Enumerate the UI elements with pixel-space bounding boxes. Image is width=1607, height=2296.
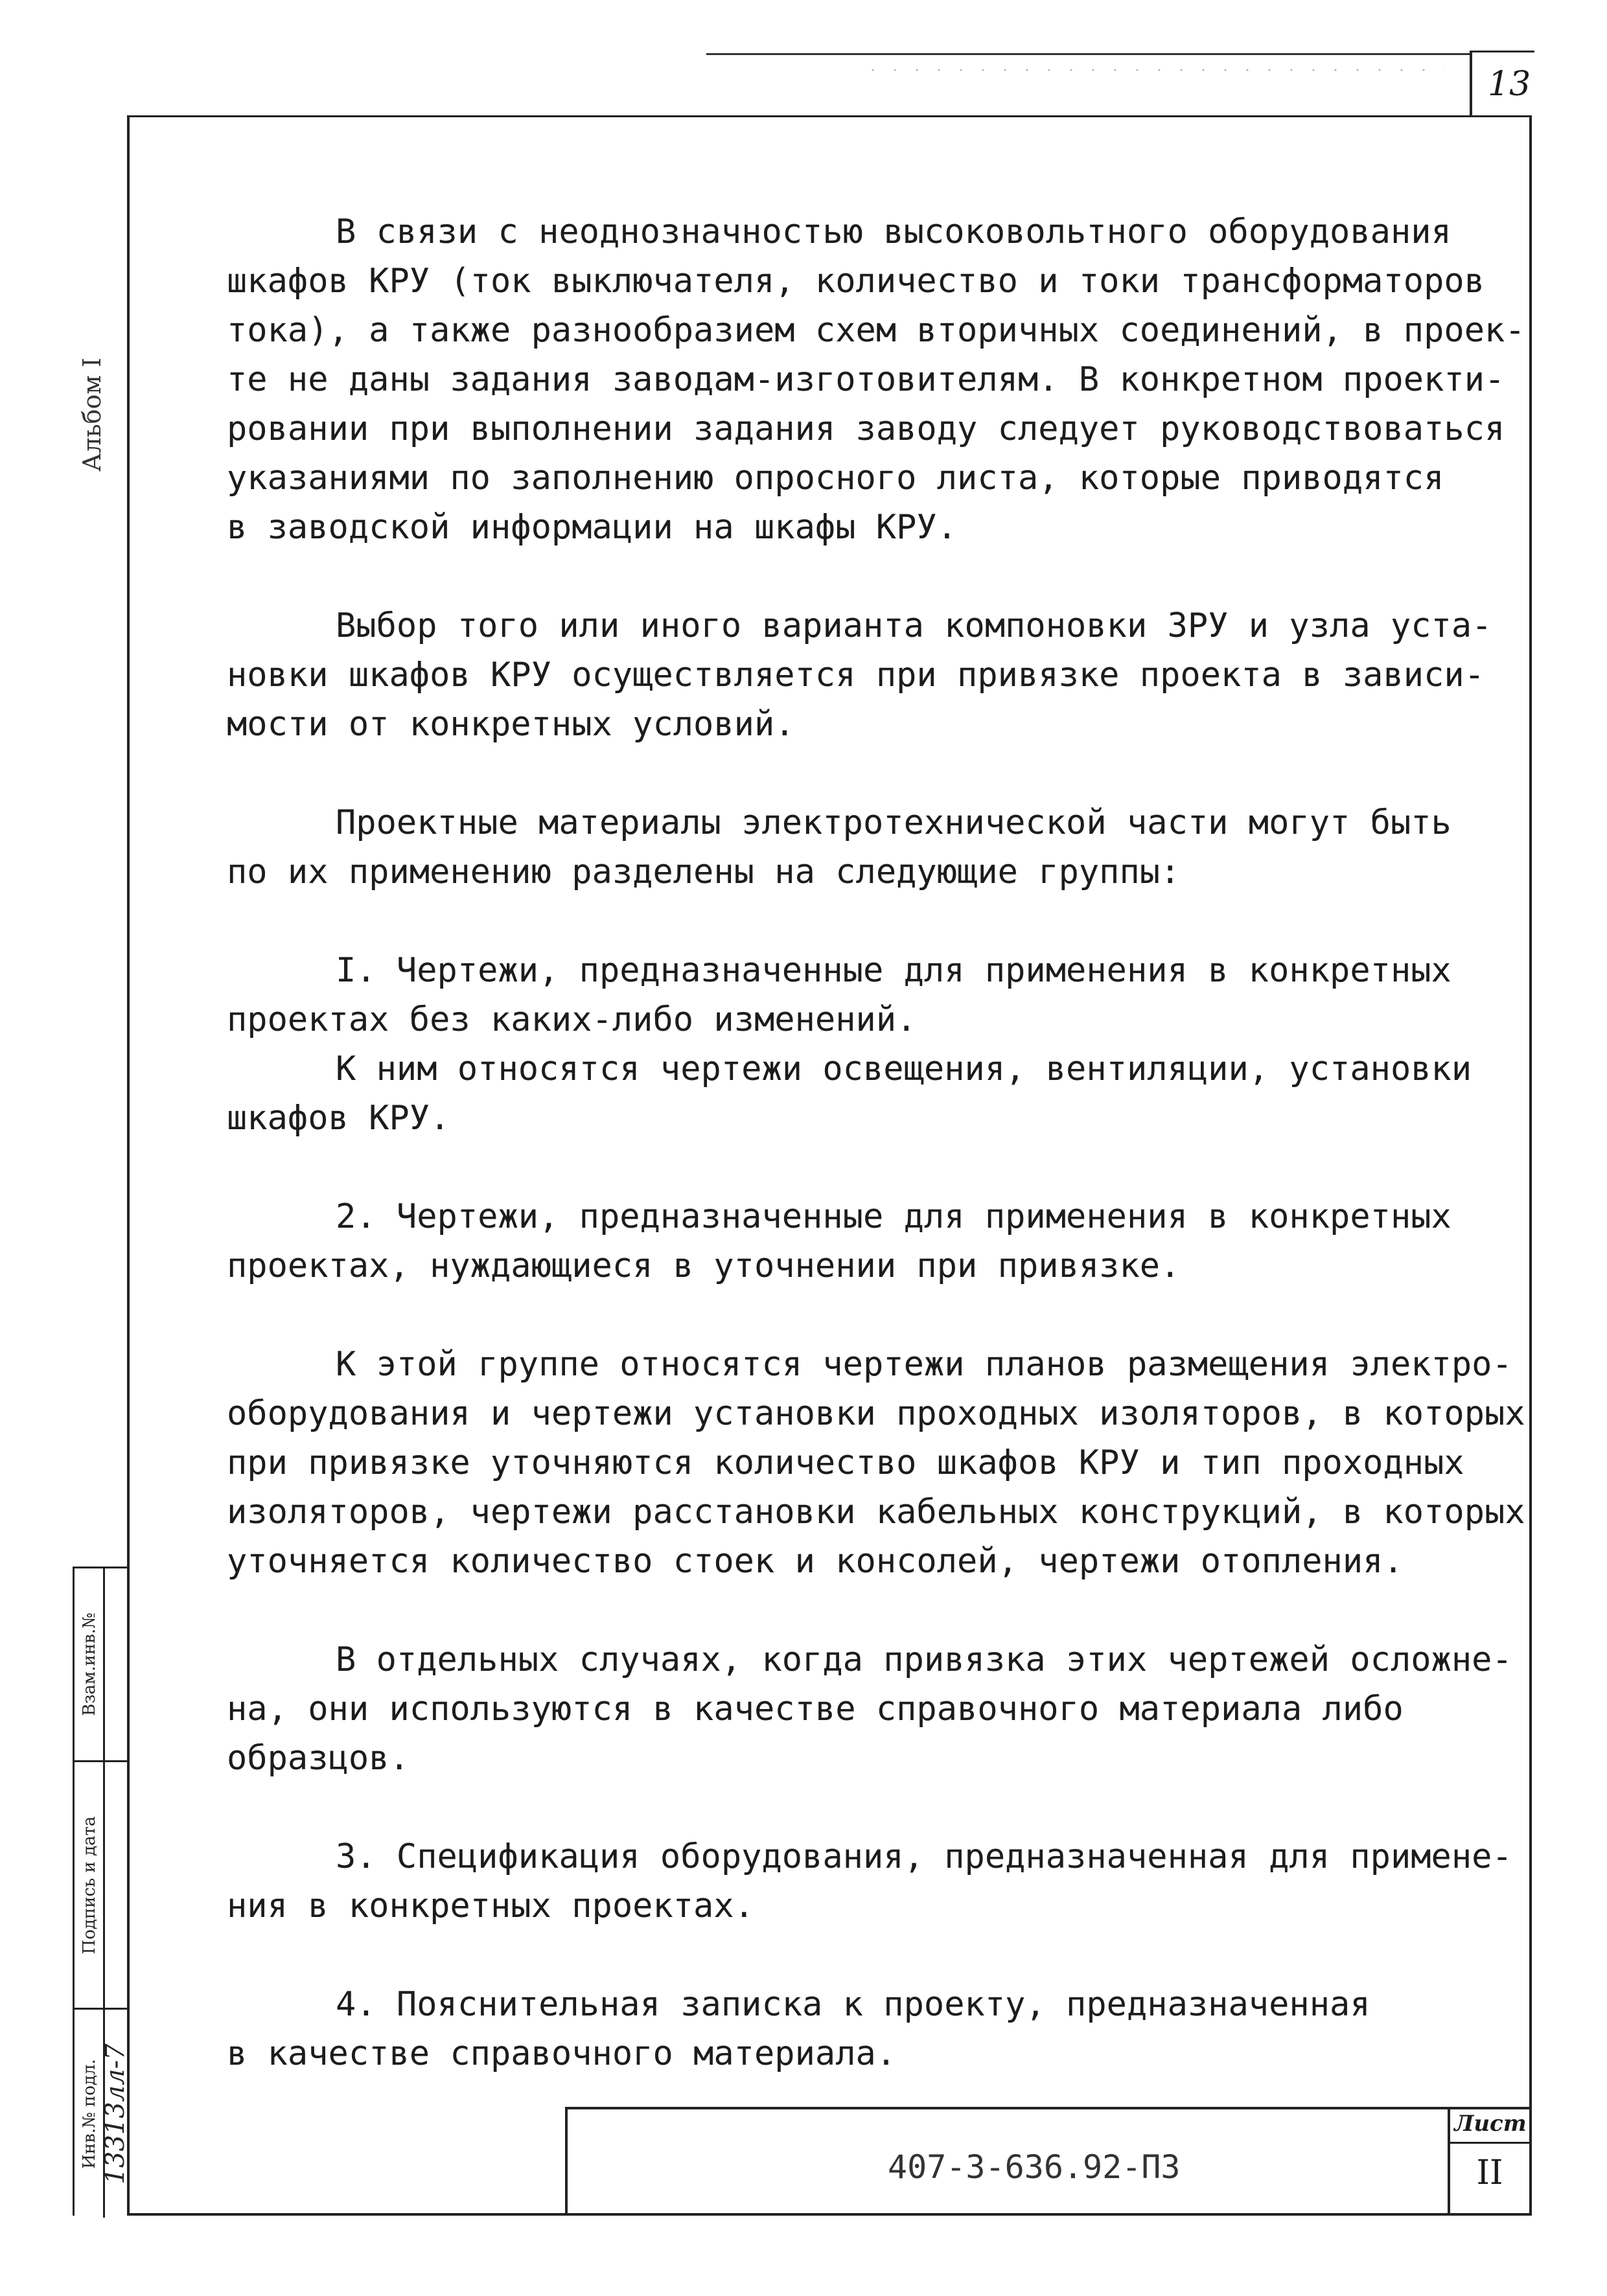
text-line: в качестве справочного материала. <box>227 2034 897 2073</box>
scan-noise <box>862 62 1445 78</box>
text-line: образцов. <box>227 1739 410 1778</box>
page-number: 13 <box>1488 65 1531 104</box>
text-line: 2. Чертежи, предназначенные для применения в конкретных <box>336 1197 1451 1236</box>
text-line: мости от конкретных условий. <box>227 705 795 744</box>
text-line: ровании при выполнении задания заводу следует руководствоваться <box>227 409 1505 448</box>
paragraph-9 <box>227 1980 1510 2078</box>
text-line: В отдельных случаях, когда привязка этих чертежей осложне- <box>336 1640 1512 1679</box>
side-label-inventory: Инв.№ подл. <box>80 2058 99 2169</box>
text-line: проектах, нуждающиеся в уточнении при привязке. <box>227 1246 1181 1285</box>
side-inventory-number: 13313лл-7 <box>100 2043 130 2185</box>
paragraph-3 <box>227 798 1510 897</box>
side-cell-inventory <box>75 2008 130 2218</box>
paragraph-7 <box>227 1635 1510 1783</box>
text-line: Проектные материалы электротехнической части могут быть <box>336 803 1451 842</box>
text-line: оборудования и чертежи установки проходных изоляторов, в которых <box>227 1394 1525 1433</box>
text-line: на, они используются в качестве справочного материала либо <box>227 1690 1404 1728</box>
text-line: К этой группе относятся чертежи планов размещения электро- <box>336 1345 1512 1384</box>
text-line: новки шкафов КРУ осуществляется при привязке проекта в зависи- <box>227 656 1485 695</box>
document-code: 407-3-636.92-ПЗ <box>888 2148 1181 2186</box>
text-line: по их применению разделены на следующие группы: <box>227 853 1181 891</box>
album-label: Альбом I <box>78 358 106 472</box>
side-cell-replacement <box>75 1568 127 1760</box>
paragraph-2 <box>227 601 1510 749</box>
paragraph-5 <box>227 1192 1510 1291</box>
text-line: ния в конкретных проектах. <box>227 1887 754 1925</box>
text-line: тока), а также разнообразием схем вторичных соединений, в проек- <box>227 311 1525 350</box>
side-cell-signature <box>75 1760 127 2008</box>
sheet-divider <box>1448 2142 1532 2144</box>
paragraph-8 <box>227 1832 1510 1931</box>
paragraph-4 <box>227 946 1510 1143</box>
text-line: указаниями по заполнению опросного листа, которые приводятся <box>227 459 1444 498</box>
body-text <box>227 207 1525 2078</box>
text-line: шкафов КРУ (ток выключателя, количество и токи трансформаторов <box>227 262 1485 301</box>
text-line: Выбор того или иного варианта компоновки ЗРУ и узла уста- <box>336 606 1492 645</box>
text-line: при привязке уточняются количество шкафов КРУ и тип проходных <box>227 1443 1464 1482</box>
side-label-signature: Подпись и дата <box>80 1816 99 1954</box>
paragraph-1 <box>227 207 1525 552</box>
top-rule <box>706 53 1471 55</box>
side-label-replacement: Взам.инв.№ <box>80 1613 99 1716</box>
text-line: I. Чертежи, предназначенные для применения в конкретных <box>336 951 1451 990</box>
text-line: К ним относятся чертежи освещения, вентиляции, установки <box>336 1050 1472 1088</box>
side-stamp <box>73 1567 130 2216</box>
text-line: изоляторов, чертежи расстановки кабельных конструкций, в которых <box>227 1493 1525 1532</box>
text-line: уточняется количество стоек и консолей, чертежи отопления. <box>227 1542 1404 1581</box>
text-line: в заводской информации на шкафы КРУ. <box>227 508 958 547</box>
paragraph-6 <box>227 1340 1525 1586</box>
text-line: В связи с неоднозначностью высоковольтного оборудования <box>336 212 1451 251</box>
text-line: проектах без каких-либо изменений. <box>227 1000 917 1039</box>
text-line: 4. Пояснительная записка к проекту, предназначенная <box>336 1985 1370 2024</box>
text-line: 3. Спецификация оборудования, предназначенная для примене- <box>336 1837 1512 1876</box>
sheet-label: Лист <box>1454 2111 1527 2137</box>
text-line: те не даны задания заводам-изготовителям. В конкретном проекти- <box>227 360 1505 399</box>
text-line: шкафов КРУ. <box>227 1099 450 1138</box>
sheet-number: II <box>1476 2153 1503 2192</box>
